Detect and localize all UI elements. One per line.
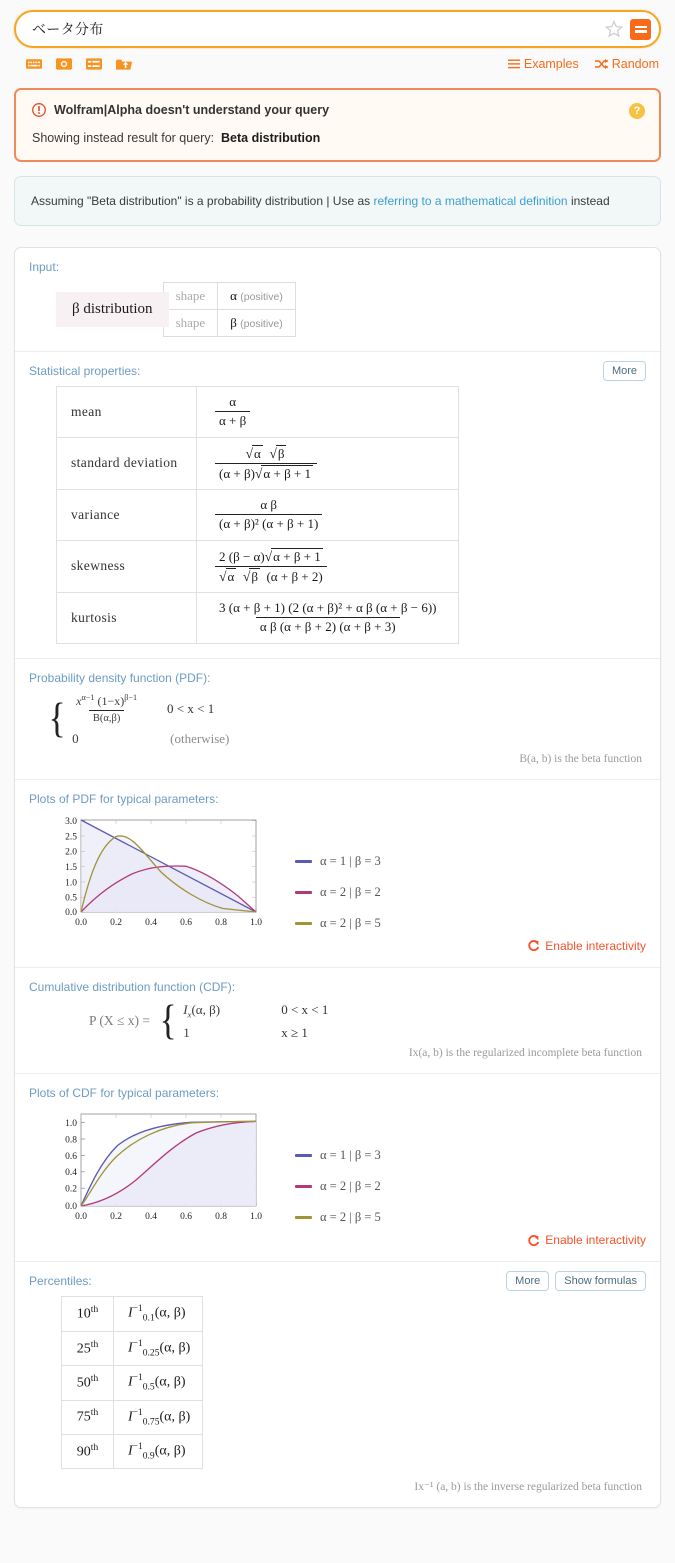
svg-text:1.0: 1.0 bbox=[65, 1119, 77, 1130]
eq-bar-bottom bbox=[635, 30, 647, 33]
pod-stats-buttons bbox=[603, 361, 646, 381]
file-upload-icon[interactable] bbox=[116, 57, 132, 71]
pdf-chart-svg bbox=[41, 814, 269, 932]
stat-formula-skewness: 2 (β − α) √ α + β + 1 √ α √ β (α + β + 2) bbox=[197, 540, 459, 593]
random-link[interactable] bbox=[595, 57, 659, 71]
cdf-lhs: P (X ≤ x) = bbox=[89, 1013, 151, 1029]
cdf-chart-svg bbox=[41, 1108, 269, 1226]
pdf-formula bbox=[29, 693, 646, 747]
pdf-enable-interactivity-link[interactable] bbox=[29, 939, 646, 953]
pod-input bbox=[15, 248, 660, 351]
stat-formula-kurtosis: $\frac{\text{3 (α + β + 1) (2 (α + β)² + α β (α + β − 6))}}{\text{α β (α + β + 2) (α + β + 3)}}$ bbox=[197, 593, 459, 644]
assumption-suffix: instead bbox=[570, 194, 610, 208]
refresh-spiral-icon bbox=[527, 1234, 540, 1247]
warning-title-row bbox=[32, 103, 643, 117]
svg-text:0.6: 0.6 bbox=[65, 1152, 77, 1163]
pod-input-title: Input: bbox=[29, 260, 60, 274]
cdf-interactivity-label: Enable interactivity bbox=[545, 1233, 646, 1248]
pdf-case-2 bbox=[72, 731, 229, 747]
param-role-1: shape bbox=[163, 310, 218, 337]
stats-more-button[interactable]: More bbox=[603, 361, 646, 381]
pod-stats-title: Statistical properties: bbox=[29, 364, 141, 378]
table-row bbox=[62, 1297, 203, 1331]
svg-text:0.0: 0.0 bbox=[65, 907, 77, 918]
camera-icon[interactable] bbox=[56, 57, 72, 71]
warning-subtitle bbox=[32, 131, 643, 145]
header-links bbox=[508, 57, 659, 71]
cdf-case-2 bbox=[183, 1025, 328, 1041]
percentile-formula-2: $I^{-1}_{0.5}(\alpha$, β) bbox=[114, 1366, 203, 1400]
star-outline-icon[interactable] bbox=[604, 19, 630, 39]
list-icon bbox=[508, 59, 520, 69]
tool-icon-row bbox=[0, 48, 675, 76]
percentile-formula-3: $I^{-1}_{0.75}(\alpha$, β) bbox=[114, 1400, 203, 1434]
input-expression bbox=[29, 282, 646, 337]
cdf-enable-interactivity-link[interactable] bbox=[29, 1233, 646, 1247]
legend-swatch-0 bbox=[295, 1154, 312, 1157]
svg-text:1.5: 1.5 bbox=[65, 862, 77, 873]
percentile-label-4: 90th bbox=[62, 1435, 114, 1469]
pod-pdf-plot-title: Plots of PDF for typical parameters: bbox=[29, 791, 219, 806]
percentiles-footnote: Ix⁻¹ (a, b) is the inverse regularized beta function bbox=[414, 1481, 642, 1494]
legend-label-2: α = 2 | β = 5 bbox=[320, 1210, 381, 1225]
legend-item-1 bbox=[295, 885, 381, 900]
statistical-properties-table bbox=[56, 386, 459, 644]
search-input[interactable]: ベータ分布 bbox=[32, 22, 104, 38]
eq-bar-top bbox=[635, 26, 647, 29]
stat-formula-sd: √ α √ β (α + β) √ α + β + 1 bbox=[197, 437, 459, 490]
svg-text:0.0: 0.0 bbox=[75, 917, 87, 928]
random-label: Random bbox=[611, 57, 659, 71]
shuffle-icon bbox=[595, 59, 608, 69]
table-row bbox=[163, 310, 295, 337]
examples-link[interactable] bbox=[508, 57, 579, 71]
percentile-formula-1: $I^{-1}_{0.25}(\alpha$, β) bbox=[114, 1331, 203, 1365]
svg-text:0.4: 0.4 bbox=[145, 917, 157, 928]
cdf-value-1: $I_x(\alpha$, β) bbox=[183, 1001, 221, 1020]
svg-text:2.0: 2.0 bbox=[65, 847, 77, 858]
examples-label: Examples bbox=[523, 57, 579, 71]
svg-text:0.2: 0.2 bbox=[110, 1212, 122, 1223]
svg-text:0.8: 0.8 bbox=[65, 1135, 77, 1146]
percentile-formula-0: $I^{-1}_{0.1}(\alpha$, β) bbox=[114, 1297, 203, 1331]
legend-label-0: α = 1 | β = 3 bbox=[320, 1148, 381, 1163]
assumption-bar bbox=[14, 176, 661, 226]
stat-label-sd: standard deviation bbox=[57, 437, 197, 490]
table-row bbox=[62, 1435, 203, 1469]
svg-text:3.0: 3.0 bbox=[65, 816, 77, 827]
pod-pdf bbox=[15, 658, 660, 779]
pod-cdf-title: Cumulative distribution function (CDF): bbox=[29, 979, 236, 994]
table-row bbox=[57, 593, 459, 644]
pod-pdf-plot bbox=[15, 779, 660, 967]
param-symbol-0: α (positive) bbox=[218, 283, 296, 310]
cdf-chart bbox=[41, 1108, 269, 1229]
table-row bbox=[62, 1400, 203, 1434]
pdf-footnote: B(a, b) is the beta function bbox=[519, 752, 642, 765]
legend-label-1: α = 2 | β = 2 bbox=[320, 884, 381, 899]
help-icon[interactable]: ? bbox=[629, 103, 645, 119]
search-bar[interactable] bbox=[14, 10, 661, 48]
cdf-formula bbox=[29, 997, 646, 1044]
svg-text:0.0: 0.0 bbox=[75, 1212, 87, 1223]
legend-swatch-0 bbox=[295, 860, 312, 863]
pod-percentiles-buttons bbox=[506, 1271, 646, 1291]
warning-subtitle-prefix: Showing instead result for query: bbox=[32, 131, 215, 145]
percentile-label-3: 75th bbox=[62, 1400, 114, 1434]
stat-label-mean: mean bbox=[57, 387, 197, 438]
legend-item-1 bbox=[295, 1179, 381, 1194]
table-row bbox=[57, 437, 459, 490]
stat-formula-variance: $\frac{\text{α β}}{\text{(α + β)² (α + β + 1)}}$ bbox=[197, 490, 459, 541]
svg-text:0.6: 0.6 bbox=[180, 1212, 192, 1223]
data-table-icon[interactable] bbox=[86, 57, 102, 71]
stat-label-variance: variance bbox=[57, 490, 197, 541]
assumption-prefix: Assuming "Beta distribution" is a probability distribution | Use as bbox=[31, 194, 371, 208]
svg-text:1.0: 1.0 bbox=[65, 877, 77, 888]
table-row bbox=[57, 387, 459, 438]
search-area bbox=[0, 0, 675, 48]
pdf-legend bbox=[295, 854, 381, 931]
legend-item-2 bbox=[295, 1210, 381, 1225]
svg-text:0.4: 0.4 bbox=[65, 1168, 77, 1179]
svg-text:0.8: 0.8 bbox=[215, 1212, 227, 1223]
left-brace-icon: { bbox=[48, 695, 66, 742]
legend-label-1: α = 2 | β = 2 bbox=[320, 1179, 381, 1194]
pdf-plot-row bbox=[29, 814, 646, 935]
pdf-interactivity-label: Enable interactivity bbox=[545, 938, 646, 953]
pod-percentiles-title: Percentiles: bbox=[29, 1274, 92, 1289]
table-row bbox=[163, 283, 295, 310]
cdf-case-1 bbox=[183, 1002, 328, 1020]
cdf-value-2: 1 bbox=[183, 1025, 190, 1041]
legend-item-0 bbox=[295, 1148, 381, 1163]
pod-cdf bbox=[15, 967, 660, 1074]
svg-text:0.4: 0.4 bbox=[145, 1212, 157, 1223]
table-row bbox=[57, 540, 459, 593]
table-row bbox=[62, 1331, 203, 1365]
legend-label-0: α = 1 | β = 3 bbox=[320, 853, 381, 868]
input-tools bbox=[26, 57, 508, 71]
pod-statistical-properties bbox=[15, 351, 660, 658]
stat-label-skewness: skewness bbox=[57, 540, 197, 593]
query-warning-box bbox=[14, 88, 661, 162]
keyboard-icon[interactable] bbox=[26, 57, 42, 71]
legend-swatch-2 bbox=[295, 922, 312, 925]
svg-text:2.5: 2.5 bbox=[65, 831, 77, 842]
svg-text:0.2: 0.2 bbox=[65, 1184, 77, 1195]
distribution-name: β distribution bbox=[56, 292, 169, 327]
param-symbol-1: β (positive) bbox=[218, 310, 296, 337]
assumption-link[interactable]: referring to a mathematical definition bbox=[373, 194, 568, 208]
pod-percentiles bbox=[15, 1261, 660, 1507]
legend-item-2 bbox=[295, 916, 381, 931]
pdf-cond-1: 0 < x < 1 bbox=[167, 700, 215, 716]
cdf-plot-row bbox=[29, 1108, 646, 1229]
svg-text:0.6: 0.6 bbox=[180, 917, 192, 928]
percentile-label-2: 50th bbox=[62, 1366, 114, 1400]
stat-formula-mean: $\frac{\alpha}{\alpha + \beta}$ bbox=[197, 387, 459, 438]
warning-subtitle-query: Beta distribution bbox=[221, 131, 321, 145]
left-brace-icon: { bbox=[159, 997, 177, 1044]
pdf-chart bbox=[41, 814, 269, 935]
param-role-0: shape bbox=[163, 283, 218, 310]
legend-item-0 bbox=[295, 854, 381, 869]
equals-compute-icon[interactable] bbox=[630, 19, 651, 40]
cdf-cond-1: 0 < x < 1 bbox=[281, 1002, 329, 1018]
svg-text:0.2: 0.2 bbox=[110, 917, 122, 928]
legend-label-2: α = 2 | β = 5 bbox=[320, 915, 381, 930]
error-icon bbox=[32, 103, 46, 117]
cdf-legend bbox=[295, 1148, 381, 1225]
percentiles-table bbox=[61, 1296, 203, 1469]
percentiles-more-button[interactable]: More bbox=[506, 1271, 549, 1291]
legend-swatch-1 bbox=[295, 1185, 312, 1188]
results-card bbox=[14, 247, 661, 1508]
warning-title: Wolfram|Alpha doesn't understand your query bbox=[54, 103, 330, 117]
pod-pdf-title: Probability density function (PDF): bbox=[29, 670, 211, 685]
legend-swatch-1 bbox=[295, 891, 312, 894]
svg-text:1.0: 1.0 bbox=[250, 1212, 262, 1223]
pdf-value-2: 0 bbox=[72, 730, 79, 746]
table-row bbox=[57, 490, 459, 541]
cdf-footnote: Ix(a, b) is the regularized incomplete beta function bbox=[408, 1047, 642, 1060]
svg-text:1.0: 1.0 bbox=[250, 917, 262, 928]
svg-text:0.0: 0.0 bbox=[65, 1202, 77, 1213]
parameter-table bbox=[163, 282, 296, 337]
pod-cdf-plot-title: Plots of CDF for typical parameters: bbox=[29, 1086, 220, 1101]
cdf-cond-2: x ≥ 1 bbox=[281, 1025, 308, 1041]
pdf-cond-2: (otherwise) bbox=[170, 730, 230, 746]
show-formulas-button[interactable]: Show formulas bbox=[555, 1271, 646, 1291]
pdf-case-1: $\frac{x^{\alpha-1} (1-x)^{\beta-1}}{B(\alpha,\beta)}$ 0 < x < 1 bbox=[76, 692, 215, 724]
legend-swatch-2 bbox=[295, 1216, 312, 1219]
percentile-label-0: 10th bbox=[62, 1297, 114, 1331]
percentile-formula-4: $I^{-1}_{0.9}(\alpha$, β) bbox=[114, 1435, 203, 1469]
svg-text:0.8: 0.8 bbox=[215, 917, 227, 928]
refresh-spiral-icon bbox=[527, 939, 540, 952]
table-row bbox=[62, 1366, 203, 1400]
pod-cdf-plot bbox=[15, 1073, 660, 1261]
stat-label-kurtosis: kurtosis bbox=[57, 593, 197, 644]
svg-text:0.5: 0.5 bbox=[65, 893, 77, 904]
percentile-label-1: 25th bbox=[62, 1331, 114, 1365]
